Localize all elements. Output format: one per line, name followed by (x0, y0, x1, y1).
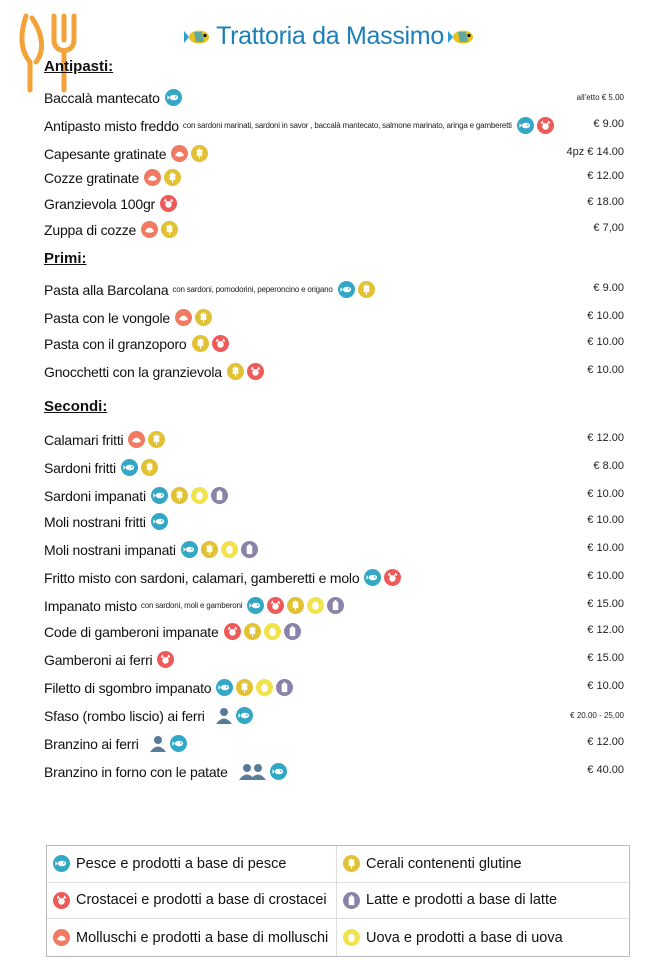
menu-item (44, 730, 624, 752)
two-persons-icon (238, 763, 267, 780)
menu-item (44, 164, 624, 186)
egg-allergen-icon (343, 929, 360, 946)
allergen-icons (141, 221, 178, 238)
dish-name: Impanato misto (44, 597, 137, 614)
allergen-icons (160, 195, 177, 212)
dish-name: Sardoni fritti (44, 459, 116, 476)
legend-label: Latte e prodotti a base di latte (366, 892, 558, 909)
dish-name: Sfaso (rombo liscio) ai ferri (44, 707, 205, 724)
legend-label: Uova e prodotti a base di uova (366, 929, 563, 946)
menu-item (44, 564, 624, 586)
mollusc-allergen-icon (144, 169, 161, 186)
menu-item (44, 758, 624, 780)
dish-name: Moli nostrani impanati (44, 541, 176, 558)
legend-entry (47, 846, 337, 883)
menu-item (44, 216, 624, 238)
allergen-legend (46, 845, 630, 957)
gluten-allergen-icon (195, 309, 212, 326)
allergen-icons (210, 707, 253, 724)
allergen-icons (338, 281, 375, 298)
dish (44, 679, 293, 696)
dish (44, 117, 554, 134)
milk-allergen-icon (276, 679, 293, 696)
dish-name: Branzino ai ferri (44, 735, 139, 752)
gluten-allergen-icon (192, 335, 209, 352)
menu-item (44, 358, 624, 380)
dish-price: € 10.00 (587, 364, 624, 376)
crustacean-allergen-icon (247, 363, 264, 380)
fish-allergen-icon (151, 487, 168, 504)
dish-price: € 20.00 - 25,00 (570, 711, 624, 720)
restaurant-name: Trattoria da Massimo (216, 22, 444, 50)
crustacean-allergen-icon (224, 623, 241, 640)
dish-price: € 9.00 (593, 282, 624, 294)
allergen-icons (151, 487, 228, 504)
egg-allergen-icon (264, 623, 281, 640)
section-title: Primi: (44, 250, 87, 267)
dish-description: con sardoni, moli e gamberoni (140, 601, 243, 610)
allergen-icons (144, 735, 187, 752)
fish-allergen-icon (270, 763, 287, 780)
menu-item (44, 454, 624, 476)
legend-label: Cerali contenenti glutine (366, 855, 522, 872)
menu-item (44, 190, 624, 212)
allergen-icons (151, 513, 168, 530)
gluten-allergen-icon (191, 145, 208, 162)
dish-description: con sardoni, pomodorini, peperoncino e origano (172, 285, 333, 294)
allergen-icons (233, 763, 287, 780)
fish-allergen-icon (338, 281, 355, 298)
dish (44, 735, 187, 752)
dish-price: € 10.00 (587, 570, 624, 582)
dish-name: Moli nostrani fritti (44, 513, 146, 530)
dish-price: € 9.00 (593, 118, 624, 130)
gluten-allergen-icon (358, 281, 375, 298)
menu-item (44, 140, 624, 162)
dish-name: Fritto misto con sardoni, calamari, gamberetti e molo (44, 569, 360, 586)
egg-allergen-icon (191, 487, 208, 504)
dish-name: Pasta alla Barcolana (44, 281, 169, 298)
fish-allergen-icon (121, 459, 138, 476)
dish-price: all'etto € 5.00 (576, 93, 624, 102)
milk-allergen-icon (327, 597, 344, 614)
gluten-allergen-icon (164, 169, 181, 186)
crustacean-allergen-icon (157, 651, 174, 668)
dish (44, 459, 158, 476)
dish-price: € 10.00 (587, 542, 624, 554)
allergen-icons (364, 569, 401, 586)
legend-entry (47, 883, 337, 920)
dish-price: € 12.00 (587, 432, 624, 444)
dish (44, 195, 177, 212)
fish-allergen-icon (364, 569, 381, 586)
dish (44, 651, 174, 668)
dish-name: Calamari fritti (44, 431, 124, 448)
dish (44, 363, 264, 380)
fish-allergen-icon (165, 89, 182, 106)
gluten-allergen-icon (171, 487, 188, 504)
dish-price: € 8.00 (593, 460, 624, 472)
dish-price: € 15.00 (587, 598, 624, 610)
dish-name: Branzino in forno con le patate (44, 763, 228, 780)
dish-name: Gamberoni ai ferri (44, 651, 153, 668)
allergen-icons (121, 459, 158, 476)
one-person-icon (215, 707, 233, 724)
egg-allergen-icon (221, 541, 238, 558)
legend-entry (337, 919, 631, 956)
allergen-icons (247, 597, 344, 614)
dish-price: € 10.00 (587, 514, 624, 526)
legend-entry (47, 919, 337, 956)
dish (44, 431, 165, 448)
crustacean-allergen-icon (212, 335, 229, 352)
dish-price: € 10.00 (587, 310, 624, 322)
milk-allergen-icon (343, 892, 360, 909)
allergen-icons (175, 309, 212, 326)
menu-item (44, 702, 624, 724)
dish (44, 541, 258, 558)
dish-price: € 18.00 (587, 196, 624, 208)
legend-entry (337, 883, 631, 920)
allergen-icons (181, 541, 258, 558)
crustacean-allergen-icon (384, 569, 401, 586)
dish-description: con sardoni marinati, sardoni in savor , baccalà mantecato, salmone marinato, aringa e gamberetti (182, 121, 512, 130)
allergen-icons (157, 651, 174, 668)
allergen-icons (227, 363, 264, 380)
gluten-allergen-icon (287, 597, 304, 614)
legend-entry (337, 846, 631, 883)
allergen-icons (192, 335, 229, 352)
gluten-allergen-icon (343, 855, 360, 872)
fish-allergen-icon (53, 855, 70, 872)
gluten-allergen-icon (236, 679, 253, 696)
dish-price: € 10.00 (587, 680, 624, 692)
dish-name: Granzievola 100gr (44, 195, 155, 212)
dish-price: 4pz € 14.00 (566, 146, 624, 158)
menu-item (44, 112, 624, 134)
dish-name: Zuppa di cozze (44, 221, 137, 238)
dish-name: Filetto di sgombro impanato (44, 679, 212, 696)
crustacean-allergen-icon (537, 117, 554, 134)
section-title: Secondi: (44, 398, 108, 415)
gluten-allergen-icon (244, 623, 261, 640)
mollusc-allergen-icon (128, 431, 145, 448)
dish-price: € 10.00 (587, 336, 624, 348)
allergen-icons (128, 431, 165, 448)
dish-name: Antipasto misto freddo (44, 117, 179, 134)
dish (44, 569, 401, 586)
allergen-icons (144, 169, 181, 186)
allergen-icons (224, 623, 301, 640)
crustacean-allergen-icon (53, 892, 70, 909)
milk-allergen-icon (284, 623, 301, 640)
menu-item (44, 330, 624, 352)
dish (44, 597, 344, 614)
dish-price: € 12.00 (587, 624, 624, 636)
dish (44, 221, 178, 238)
milk-allergen-icon (211, 487, 228, 504)
menu-item (44, 592, 624, 614)
crustacean-allergen-icon (267, 597, 284, 614)
gluten-allergen-icon (141, 459, 158, 476)
dish (44, 763, 287, 780)
fish-allergen-icon (151, 513, 168, 530)
menu-item (44, 618, 624, 640)
legend-label: Pesce e prodotti a base di pesce (76, 855, 287, 872)
dish-name: Sardoni impanati (44, 487, 146, 504)
gluten-allergen-icon (227, 363, 244, 380)
allergen-icons (171, 145, 208, 162)
menu-item (44, 482, 624, 504)
dish-name: Baccalà mantecato (44, 89, 160, 106)
dish-name: Pasta con il granzoporo (44, 335, 187, 352)
legend-label: Crostacei e prodotti a base di crostacei (76, 892, 327, 909)
dish (44, 309, 212, 326)
dish-price: € 10.00 (587, 488, 624, 500)
menu-item (44, 536, 624, 558)
mollusc-allergen-icon (141, 221, 158, 238)
dish (44, 487, 228, 504)
one-person-icon (149, 735, 167, 752)
dish (44, 281, 375, 298)
fish-allergen-icon (170, 735, 187, 752)
menu-item (44, 276, 624, 298)
fish-allergen-icon (517, 117, 534, 134)
egg-allergen-icon (256, 679, 273, 696)
allergen-icons (517, 117, 554, 134)
fish-allergen-icon (216, 679, 233, 696)
dish-name: Cozze gratinate (44, 169, 140, 186)
allergen-icons (165, 89, 182, 106)
mollusc-allergen-icon (53, 929, 70, 946)
section-title: Antipasti: (44, 58, 114, 75)
dish (44, 169, 181, 186)
dish-price: € 40.00 (587, 764, 624, 776)
fish-allergen-icon (236, 707, 253, 724)
dish-price: € 12.00 (587, 736, 624, 748)
allergen-icons (216, 679, 293, 696)
dish (44, 335, 229, 352)
crustacean-allergen-icon (160, 195, 177, 212)
milk-allergen-icon (241, 541, 258, 558)
dish-price: € 15.00 (587, 652, 624, 664)
dish-name: Capesante gratinate (44, 145, 167, 162)
menu-item (44, 426, 624, 448)
menu-item (44, 646, 624, 668)
menu-item (44, 674, 624, 696)
dish (44, 707, 253, 724)
gluten-allergen-icon (201, 541, 218, 558)
fish-allergen-icon (181, 541, 198, 558)
dish (44, 89, 182, 106)
menu-item (44, 304, 624, 326)
gluten-allergen-icon (161, 221, 178, 238)
dish-name: Code di gamberoni impanate (44, 623, 219, 640)
fish-allergen-icon (247, 597, 264, 614)
dish-name: Gnocchetti con la granzievola (44, 363, 222, 380)
mollusc-allergen-icon (171, 145, 188, 162)
dish (44, 513, 168, 530)
gluten-allergen-icon (148, 431, 165, 448)
menu-item (44, 84, 624, 106)
dish-name: Pasta con le vongole (44, 309, 170, 326)
dish-price: € 12.00 (587, 170, 624, 182)
legend-label: Molluschi e prodotti a base di molluschi (76, 929, 329, 946)
dish (44, 623, 301, 640)
egg-allergen-icon (307, 597, 324, 614)
dish-price: € 7,00 (593, 222, 624, 234)
dish (44, 145, 208, 162)
mollusc-allergen-icon (175, 309, 192, 326)
menu-item (44, 508, 624, 530)
